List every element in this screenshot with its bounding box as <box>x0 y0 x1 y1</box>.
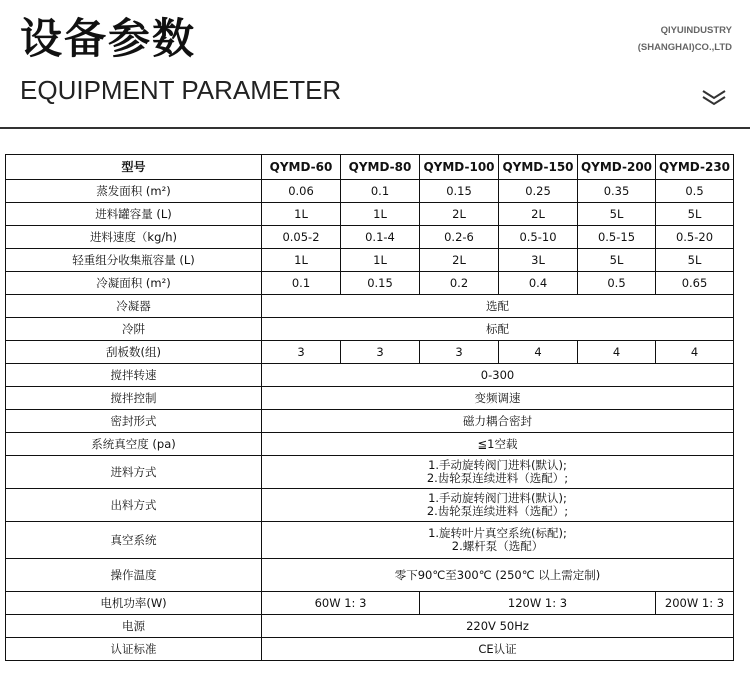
table-row-vacuum-degree <box>6 433 734 456</box>
table-cell: 0.2-6 <box>420 226 499 249</box>
table-cell: 2L <box>499 203 578 226</box>
table-cell: 0.05-2 <box>262 226 341 249</box>
table-cell: 1L <box>262 249 341 272</box>
model-header: QYMD-200 <box>578 155 656 180</box>
table-row-stir-speed <box>6 364 734 387</box>
table-cell: 5L <box>656 203 734 226</box>
company-name <box>638 22 732 56</box>
model-header: QYMD-230 <box>656 155 734 180</box>
table-cell: 120W 1: 3 <box>420 592 656 615</box>
table-cell: 5L <box>656 249 734 272</box>
table-row-collector <box>6 249 734 272</box>
company-name-line2: (SHANGHAI)CO.,LTD <box>637 42 732 53</box>
table-cell: 3 <box>262 341 341 364</box>
table-cell: 零下90℃至300℃ (250℃ 以上需定制) <box>262 559 734 592</box>
table-row-cond-area <box>6 272 734 295</box>
table-cell: 0.25 <box>499 180 578 203</box>
table-row-feed-method <box>6 456 734 489</box>
row-label: 电机功率(W) <box>6 592 262 615</box>
table-cell: 1L <box>341 249 420 272</box>
table-cell: 5L <box>578 203 656 226</box>
cell-line: 1.手动旋转阀门进料(默认); <box>428 491 567 505</box>
row-label: 刮板数(组) <box>6 341 262 364</box>
table-row-certification <box>6 638 734 661</box>
table-row-stir-control <box>6 387 734 410</box>
table-cell: 1L <box>341 203 420 226</box>
cell-line: 2.螺杆泵（选配） <box>451 539 544 553</box>
cell-line: 2.齿轮泵连续进料（选配）; <box>426 471 569 485</box>
table-cell: 0.5-15 <box>578 226 656 249</box>
double-chevron-down-icon <box>701 88 727 106</box>
table-cell: 0.5 <box>656 180 734 203</box>
parameter-table <box>5 154 734 661</box>
row-label: 冷阱 <box>6 318 262 341</box>
table-cell: 0.5-10 <box>499 226 578 249</box>
row-label: 搅拌控制 <box>6 387 262 410</box>
table-cell: CE认证 <box>262 638 734 661</box>
table-row-feed-speed <box>6 226 734 249</box>
table-cell: 0.2 <box>420 272 499 295</box>
table-cell: 选配 <box>262 295 734 318</box>
table-row-op-temp <box>6 559 734 592</box>
cell-line: 1.手动旋转阀门进料(默认); <box>428 458 567 472</box>
table-cell: 4 <box>656 341 734 364</box>
table-row-evap-area <box>6 180 734 203</box>
table-cell: 0.06 <box>262 180 341 203</box>
table-cell: 0.4 <box>499 272 578 295</box>
table-row-seal <box>6 410 734 433</box>
row-label: 进料方式 <box>6 456 262 489</box>
table-cell: 0-300 <box>262 364 734 387</box>
row-label: 搅拌转速 <box>6 364 262 387</box>
model-header: QYMD-80 <box>341 155 420 180</box>
model-header: QYMD-60 <box>262 155 341 180</box>
row-label: 认证标准 <box>6 638 262 661</box>
cell-line: 1.旋转叶片真空系统(标配); <box>428 526 567 540</box>
row-label: 出料方式 <box>6 489 262 522</box>
row-label: 系统真空度 (pa) <box>6 433 262 456</box>
page-subtitle: EQUIPMENT PARAMETER <box>20 75 342 105</box>
row-label: 轻重组分收集瓶容量 (L) <box>6 249 262 272</box>
table-row-cold-trap <box>6 318 734 341</box>
model-header: QYMD-150 <box>499 155 578 180</box>
row-label: 电源 <box>6 615 262 638</box>
table-cell: 0.1-4 <box>341 226 420 249</box>
table-cell: 220V 50Hz <box>262 615 734 638</box>
row-label: 操作温度 <box>6 559 262 592</box>
table-cell <box>262 456 734 489</box>
table-cell: 0.1 <box>341 180 420 203</box>
row-label: 冷凝面积 (m²) <box>6 272 262 295</box>
table-header-row <box>6 155 734 180</box>
table-cell: 2L <box>420 249 499 272</box>
table-row-power-supply <box>6 615 734 638</box>
table-cell: 0.15 <box>341 272 420 295</box>
table-cell: 0.35 <box>578 180 656 203</box>
table-cell: 5L <box>578 249 656 272</box>
table-row-condenser <box>6 295 734 318</box>
table-cell: 3 <box>420 341 499 364</box>
table-cell: 4 <box>499 341 578 364</box>
table-cell: ≦1空载 <box>262 433 734 456</box>
header-label: 型号 <box>6 155 262 180</box>
row-label: 真空系统 <box>6 522 262 559</box>
table-cell: 60W 1: 3 <box>262 592 420 615</box>
table-cell: 0.15 <box>420 180 499 203</box>
model-header: QYMD-100 <box>420 155 499 180</box>
table-cell: 3 <box>341 341 420 364</box>
table-cell: 标配 <box>262 318 734 341</box>
table-cell: 3L <box>499 249 578 272</box>
table-row-feed-tank <box>6 203 734 226</box>
table-cell: 变频调速 <box>262 387 734 410</box>
table-cell: 0.65 <box>656 272 734 295</box>
table-cell: 0.1 <box>262 272 341 295</box>
table-row-discharge-method <box>6 489 734 522</box>
row-label: 进料罐容量 (L) <box>6 203 262 226</box>
cell-line: 2.齿轮泵连续进料（选配）; <box>426 504 569 518</box>
table-cell: 1L <box>262 203 341 226</box>
row-label: 蒸发面积 (m²) <box>6 180 262 203</box>
table-cell <box>262 489 734 522</box>
header-divider <box>0 127 750 129</box>
table-cell <box>262 522 734 559</box>
table-cell: 2L <box>420 203 499 226</box>
table-row-motor-power <box>6 592 734 615</box>
row-label: 密封形式 <box>6 410 262 433</box>
table-cell: 200W 1: 3 <box>656 592 734 615</box>
table-cell: 0.5 <box>578 272 656 295</box>
table-cell: 0.5-20 <box>656 226 734 249</box>
row-label: 进料速度（kg/h) <box>6 226 262 249</box>
table-row-vacuum-system <box>6 522 734 559</box>
table-cell: 磁力耦合密封 <box>262 410 734 433</box>
row-label: 冷凝器 <box>6 295 262 318</box>
company-name-line1: QIYUINDUSTRY <box>660 25 732 36</box>
table-row-wipers <box>6 341 734 364</box>
table-cell: 4 <box>578 341 656 364</box>
page-title: 设备参数 <box>20 14 197 63</box>
